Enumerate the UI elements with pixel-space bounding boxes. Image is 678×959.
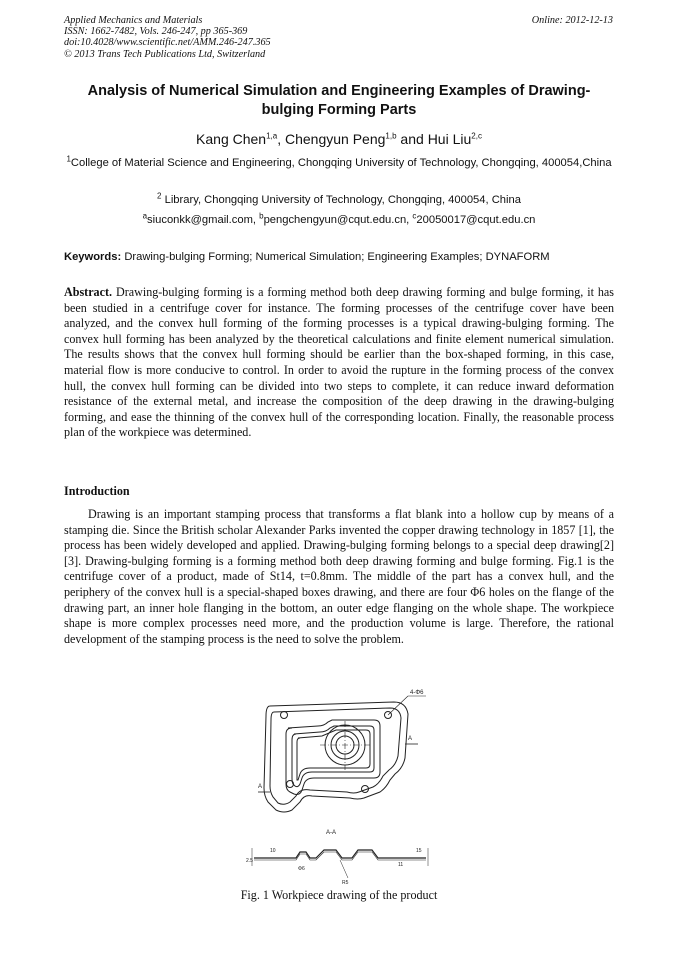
- keywords: [64, 251, 616, 263]
- author-sup: 1,b: [385, 131, 397, 141]
- journal-name: Applied Mechanics and Materials: [64, 15, 203, 26]
- figure-caption: Fig. 1 Workpiece drawing of the product: [240, 888, 438, 902]
- dim-hole: Φ6: [298, 866, 305, 872]
- email-sup: b: [259, 211, 264, 221]
- workpiece-drawing: [240, 688, 440, 888]
- section-title: A-A: [326, 830, 337, 836]
- affiliation-1: [64, 156, 614, 171]
- email-link[interactable]: siuconkk@gmail.com,: [147, 214, 260, 226]
- keywords-text: Drawing-bulging Forming; Numerical Simulation; Engineering Examples; DYNAFORM: [124, 251, 550, 263]
- introduction-text: Drawing is an important stamping process that transforms a flat blank into a hollow cup by means of a stamping die. Since the British scholar Alexander Parks invented the copper drawing technology in 1857 [1], the process has been widely developed and applied. Drawing-bulging forming belongs to a special deep drawing[2][3]. Drawing-bulging forming is a forming method both deep drawing forming and bulge forming. Fig.1 is the centrifuge cover of a product, made of St14, t=0.8mm. The middle of the part has a convex hull, and the periphery of the convex hull is a special-shaped boxes drawing, and there are four Φ6 holes on the flange of the drawing part, an inner hole flanging in the bottom, an outer edge flanging on the whole shape. The workpiece shape is more complex processes need more, and the production volume is large. Therefore, the rational development of the stamping process is the need to solve the problem.: [64, 507, 614, 646]
- keywords-label: Keywords:: [64, 251, 122, 263]
- dim-right-2: 11: [398, 862, 404, 868]
- email-link[interactable]: pengchengyun@cqut.edu.cn,: [263, 214, 413, 226]
- email-link[interactable]: 20050017@cqut.edu.cn: [416, 214, 536, 226]
- copyright-line: © 2013 Trans Tech Publications Ltd, Switzerland: [64, 48, 266, 60]
- dim-left: 2.5: [246, 858, 253, 864]
- author-name: Chengyun Peng: [285, 131, 386, 147]
- author-name: Kang Chen: [196, 131, 267, 147]
- section-heading: Introduction: [64, 484, 130, 498]
- workpiece-figure: [240, 688, 440, 888]
- author-sup: 2,c: [471, 131, 482, 141]
- affiliation-sup: 2: [157, 191, 162, 201]
- abstract-text: Drawing-bulging forming is a forming method both deep drawing forming and bulge forming, it has been studied in a centrifuge cover for instance. The forming processes of the centrifuge cover have been analyzed, and the convex hull forming of the forming processes is a typical drawing-bulging forming. The convex hull forming has been analyzed by the theoretical calculations and finite element numerical simulation. The results shows that the convex hull forming should be earlier than the box-shaped forming, in this case, material flow is more conducive to control. In order to avoid the rupture in the forming process of the convex hull, the convex hull forming can be divided into two steps to complete, it can reduce inward deformation resistance of the external metal, and increase the composition of the deep drawing in the drawing-bulging forming, and ease the thinning of the convex hull of the corresponding location. Finally, the reasonable process plan of the workpiece was determined.: [64, 285, 614, 440]
- author-list: Kang Chen$^{1,a}$, Chengyun Peng$^{1,b}$ and Hui Liu$^{2,c}$: [196, 131, 482, 147]
- dim-left-2: 10: [270, 848, 276, 854]
- abstract-label: Abstract.: [64, 285, 113, 299]
- abstract: [64, 285, 614, 441]
- journal-header: [64, 15, 271, 60]
- affiliation-text: Library, Chongqing University of Technology, Chongqing, 400054, China: [164, 194, 521, 206]
- dim-radius: R5: [342, 880, 349, 886]
- doi-line[interactable]: doi:10.4028/www.scientific.net/AMM.246-247.365: [64, 37, 271, 49]
- author-name: Hui Liu: [427, 131, 472, 147]
- affiliation-2: [64, 193, 614, 208]
- email-sup: a: [142, 211, 148, 221]
- affiliation-sup: 1: [66, 154, 71, 164]
- email-sup: c: [412, 211, 417, 221]
- author-sup: 1,a: [266, 131, 278, 141]
- hole-label: 4-Φ6: [410, 690, 424, 696]
- section-marker-left: A: [258, 784, 263, 790]
- online-date: Online: 2012-12-13: [531, 15, 613, 26]
- paper-title: Analysis of Numerical Simulation and Engineering Examples of Drawing-bulging Forming Parts: [87, 83, 591, 118]
- issn-line: ISSN: 1662-7482, Vols. 246-247, pp 365-369: [64, 26, 248, 38]
- email-list: [64, 211, 614, 226]
- dim-right: 15: [416, 848, 422, 854]
- affiliation-text: College of Material Science and Engineering, Chongqing University of Technology, Chongqing, 400054,China: [70, 157, 612, 169]
- section-marker-right: A: [408, 736, 413, 742]
